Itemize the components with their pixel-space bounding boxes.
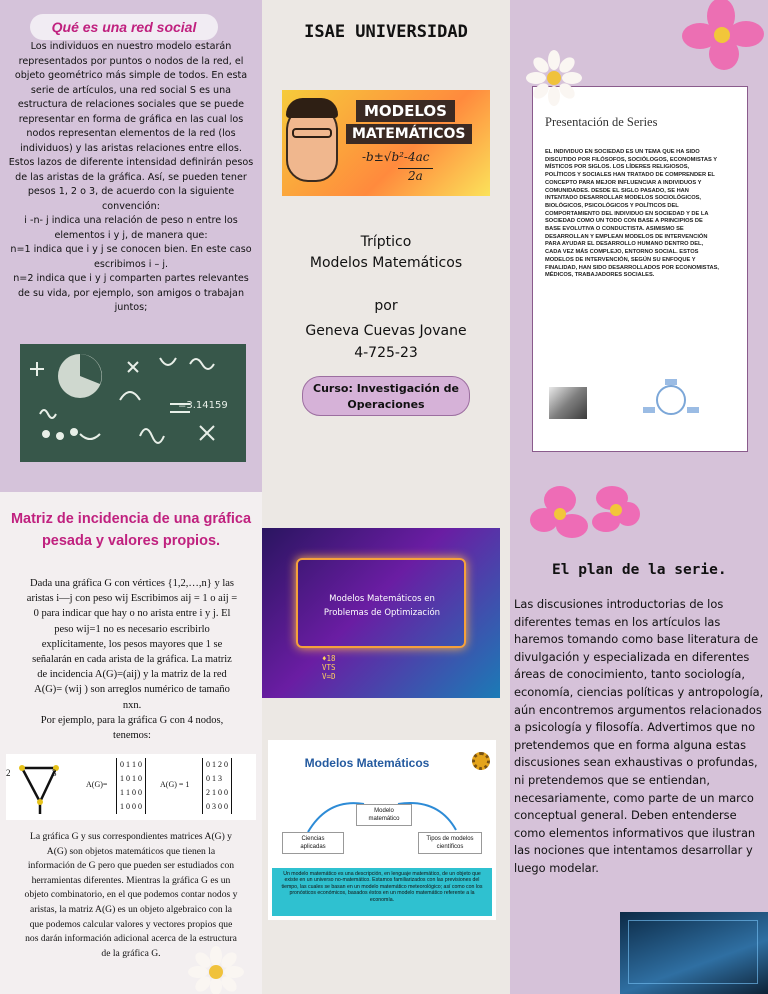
diagram-title: Modelos Matemáticos	[304, 756, 430, 770]
sun-icon	[472, 752, 490, 770]
card-title: Presentación de Series	[545, 115, 658, 129]
triptico-title: Tríptico Modelos Matemáticos	[309, 234, 463, 271]
cycle-diagram-icon	[639, 377, 703, 423]
ag2-row: 0 1 2 0	[206, 760, 228, 769]
matrix-body-2: La gráfica G y sus correspondientes matrices A(G) y A(G) son objetos matemáticos que tienen la información de G pero que pueden ser estudiados con herramientas diferentes. Mientras la gráfica G es un objeto combinatorio, en el que podemos contar nodos y aristas, la matriz A(G) es un objeto algebraico con la que podemos calcular valores y vectores propios que nos darán información adicional acerca de la estructura de la gráfica G.	[24, 831, 238, 959]
ag-matrix	[116, 758, 146, 814]
math-laptop-image	[620, 912, 768, 994]
university-title: ISAE UNIVERSIDAD	[304, 22, 468, 42]
card-body: EL INDIVIDUO EN SOCIEDAD ES UN TEMA QUE HA SIDO DISCUTIDO POR FILÓSOFOS, SOCIÓLOGOS, ECONOMISTAS Y MÍSTICOS POR SIGLOS. LOS LÍDERES RELIGIOSOS, POLÍTICOS Y SOCIALES HAN TRATADO DE COMPRENDER EL CONCEPTO PARA MEJOR INFLUENCIAR A INDIVIDUOS Y COMUNIDADES. DESDE EL SIGLO PASADO, SE HAN INTENTADO DESARROLLAR MODELOS SOCIOLÓGICOS, BIOLÓGICOS, PSICOLÓGICOS Y POLÍTICOS DEL COMPORTAMIENTO DEL INDIVIDUO EN SOCIEDAD Y DE LA SOCIEDAD COMO UN TODO CON BASE A PRINCIPIOS DE BASE EVOLUTIVA O CONDUCTISTA. ASIMISMO SE DESARROLLAN Y EMPLEAN MODELOS DE INTERVENCIÓN PARA AYUDAR EL DESARROLLO HUMANO DENTRO DEL, CADA VEZ MÁS COMPLEJO, ENTORNO SOCIAL. ESTOS MODELOS DE INTERVENCIÓN, SEGÚN SU ENFOQUE Y FINALIDAD, HAN SIDO DESARROLLADOS POR ECONOMISTAS, MÉDICOS, TRABAJADORES SOCIALES.	[545, 149, 719, 279]
red-social-body: Los individuos en nuestro modelo estarán representados por puntos o nodos de la red, el objeto geométrico más simple de todos. En esta serie de artículos, una red social S es una estructura de relaciones sociales que se puede representar en forma de gráfica en las cual los nodos representan elementos de la red (los individuos) y las aristas relaciones entre ellos. Estos lazos de diferente intensidad definirán pesos de las aristas de la gráfica. Así, se pueden tener pesos 1, 2 o 3, de acuerdo con la siguiente convención: i -n- j indica una relación de peso n entre los elementos i y j, de manera que: n=1 indica que i y j se conocen bien. En este caso escribimos i – j. n=2 indica que i y j comparten partes relevantes de su vida, por ejemplo, son amigos o trabajan juntos;	[8, 41, 254, 313]
optimizacion-image	[262, 528, 500, 698]
pink-flower-middle-right-icon	[530, 480, 640, 544]
banner-formula: -b±√b²-4ac	[362, 150, 430, 164]
laptop-formulas	[628, 920, 758, 984]
sculpture-image	[549, 387, 587, 419]
plan-title: El plan de la serie.	[552, 562, 727, 578]
ag2-row: 2 1 0 0	[206, 788, 228, 797]
middle-panel	[262, 0, 510, 994]
daisy-bottom-icon	[188, 946, 244, 994]
cartoon-hair	[286, 98, 338, 118]
ag-row: 1 0 0 0	[120, 802, 142, 811]
svg-text:=3.14159: =3.14159	[178, 400, 228, 411]
diagram-left-box: Ciencias aplicadas	[282, 832, 344, 854]
graph-and-matrices	[6, 754, 256, 820]
left-bottom-panel	[0, 492, 262, 994]
ag2-label: A(G) = 1	[160, 780, 190, 789]
cartoon-glasses	[292, 128, 332, 138]
ag-label: A(G)=	[86, 780, 108, 789]
ag2-row: 0 1 3	[206, 774, 222, 783]
banner-label-2: MATEMÁTICOS	[346, 124, 472, 144]
optimizacion-title: Modelos Matemáticos en Problemas de Optimización	[323, 594, 441, 618]
graph-label-3: 3	[52, 768, 57, 778]
banner-label-1: MODELOS	[356, 100, 455, 122]
diagram-text: Un modelo matemático es una descripción, en lenguaje matemático, de un objeto que existe en un universo no-matemático. Estamos familiarizados con las previsiones del tiempo, las cuales se basan en un modelo matemático meteorológico; así como con los pronósticos económicos, basados éstos en un modelo matemático referente a la economía.	[272, 868, 492, 916]
author-name: Geneva Cuevas Jovane 4-725-23	[305, 323, 467, 361]
graph-label-2: 2	[6, 768, 11, 778]
diagram-right-box: Tipos de modelos científicos	[418, 832, 482, 854]
graph-g-figure	[8, 758, 68, 818]
por-label: por	[374, 298, 398, 314]
daisy-top-right-icon	[526, 50, 582, 106]
ag2-row: 0 3 0 0	[206, 802, 228, 811]
plan-body: Las discusiones introductorias de los diferentes temas en los artículos las haremos tomando como base literatura de divulgación y especializada en diferentes áreas de conocimiento, tanto sociología, economía, ciencias políticas y antropología, aún encontremos argumentos relacionados a psicología y filosofía. Advertimos que no pretendemos que en forma alguna estas discusiones sean exhaustivas o profundas, ni pretendemos que se entiendan, necesariamente, como parte de un marco conceptual general. Deben entenderse como elementos informativos que ilustran las nociones que intentamos desarrollar y luego modelar.	[514, 597, 764, 875]
course-badge: Curso: Investigación de Operaciones	[302, 376, 470, 416]
matrix-title: Matriz de incidencia de una gráfica pesada y valores propios.	[10, 511, 252, 549]
ag-row: 0 1 1 0	[120, 760, 142, 769]
ag2-matrix	[202, 758, 232, 814]
modelos-matematicos-banner	[282, 90, 490, 196]
pink-flower-top-right-icon	[676, 0, 766, 70]
presentacion-card	[532, 86, 748, 452]
banner-formula-den: 2a	[398, 168, 433, 183]
optimizacion-tag: ♦18 VTS V=D	[322, 654, 336, 681]
ag-row: 1 0 1 0	[120, 774, 142, 783]
matrix-body-1: Dada una gráfica G con vértices {1,2,…,n} y las aristas i—j con peso wij Escribimos aij = 1 o aij = 0 para indicar que hay o no arista entre i y j. El peso wij=1 no es necesario escribirlo explícitamente, los pesos mayores que 1 se señalarán en cada arista de la gráfica. La matriz de incidencia A(G)=(aij) y la matriz de la red A(G)= (wij ) son arreglos numérico de tamaño nxn. Por ejemplo, para la gráfica G con 4 nodos, tenemos:	[26, 578, 238, 742]
diagram-center-box: Modelo matemático	[356, 804, 412, 826]
modelos-diagram	[268, 740, 496, 920]
ag-row: 1 1 0 0	[120, 788, 142, 797]
heading-que-es-red-social: Qué es una red social	[30, 14, 218, 40]
chalkboard-math-image	[20, 344, 246, 462]
